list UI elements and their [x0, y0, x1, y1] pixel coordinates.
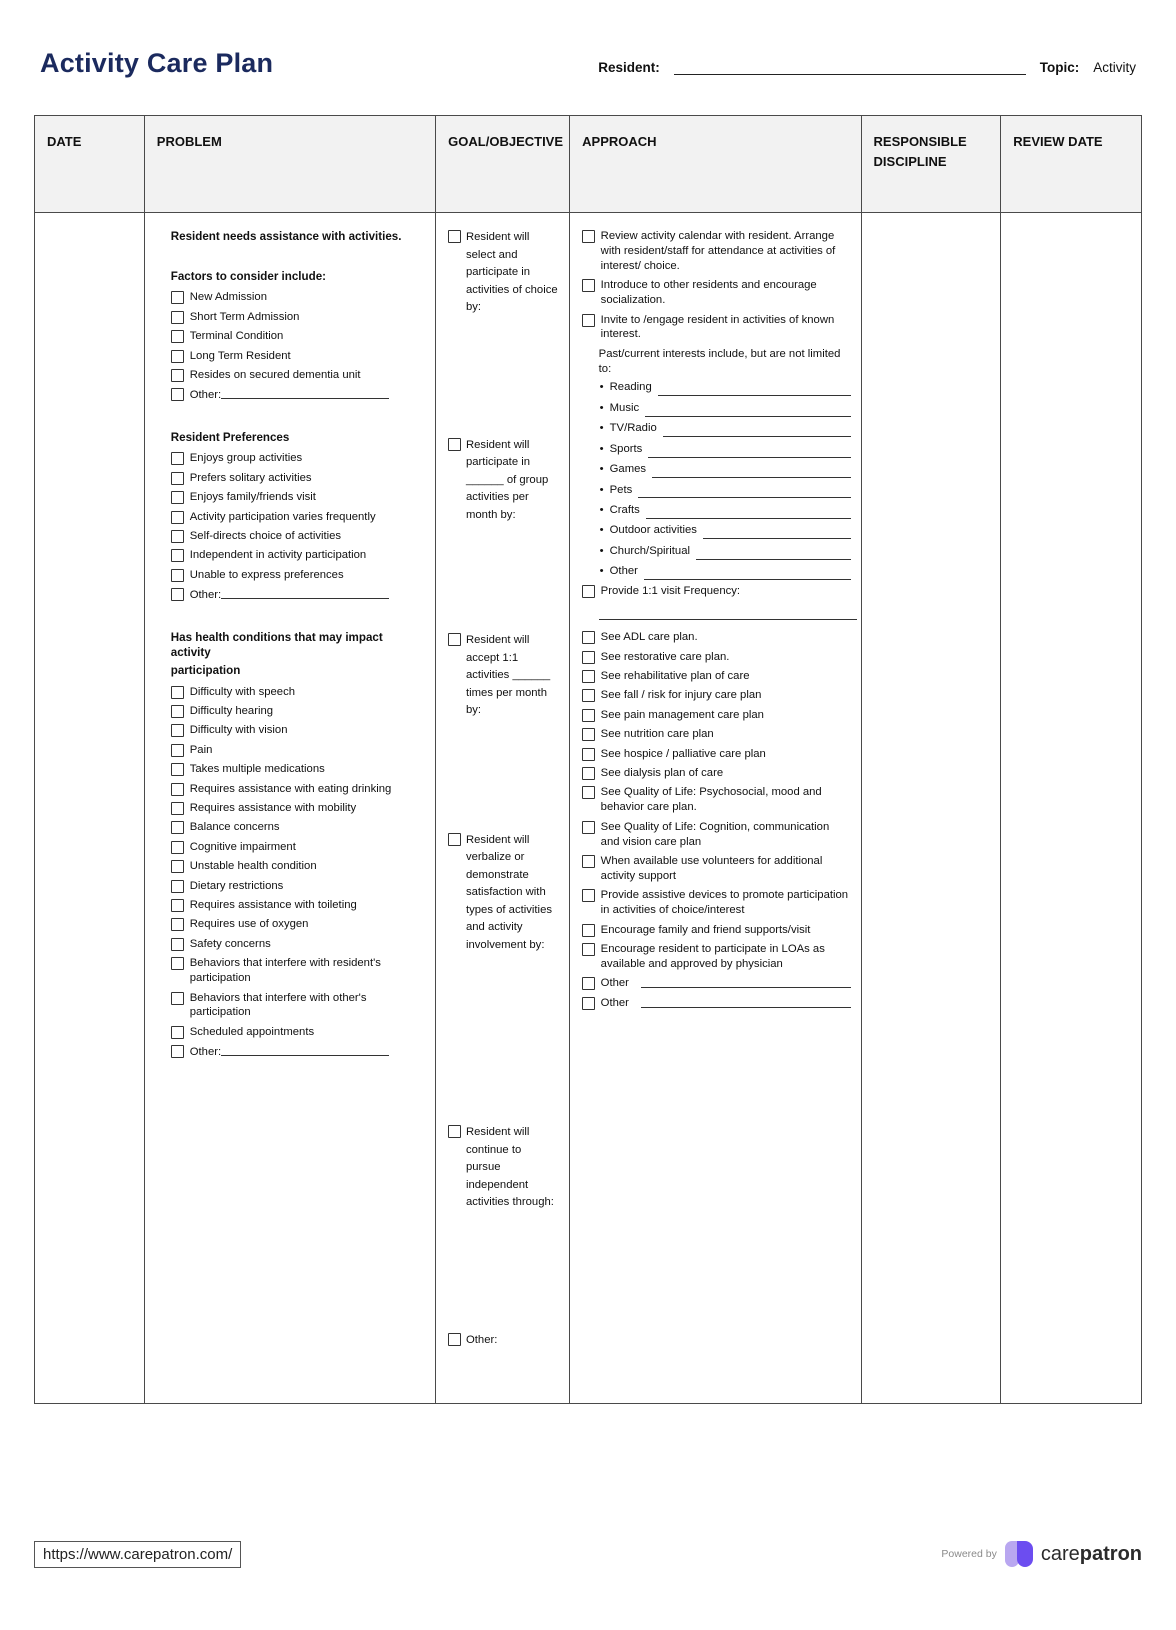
checkbox-label: See Quality of Life: Cognition, communication and vision care plan	[600, 820, 830, 848]
checkbox-row[interactable]	[171, 898, 425, 913]
checkbox-label	[190, 1044, 425, 1060]
column-header-responsible-line1: RESPONSIBLE	[873, 134, 967, 149]
checkbox-row[interactable]	[171, 743, 425, 758]
checkbox[interactable]	[448, 633, 461, 646]
checkbox-label: Review activity calendar with resident. Arrange with resident/staff for attendance at activities of interest/ choice.	[600, 230, 836, 272]
checkbox-row[interactable]	[582, 942, 851, 972]
checkbox[interactable]	[582, 689, 595, 702]
checkbox-row[interactable]	[582, 854, 851, 884]
other-input[interactable]	[221, 587, 389, 599]
checkbox-label: Encourage family and friend supports/visit	[600, 923, 811, 936]
interest-label: Games	[609, 463, 647, 476]
goal-label: Resident will continue to pursue independent activities through:	[465, 1126, 554, 1208]
checkbox-label: Activity participation varies frequently	[189, 510, 376, 523]
interest-label: Reading	[609, 381, 652, 394]
checkbox[interactable]	[171, 369, 184, 382]
checkbox-label: See fall / risk for injury care plan	[600, 689, 762, 702]
interest-input[interactable]	[703, 528, 851, 539]
checkbox-label: Behaviors that interfere with resident's participation	[189, 957, 381, 985]
checkbox-label: Prefers solitary activities	[189, 471, 312, 484]
checkbox[interactable]	[582, 230, 595, 243]
interest-label: TV/Radio	[609, 422, 657, 435]
checkbox[interactable]	[448, 230, 461, 243]
checkbox-label: See nutrition care plan	[600, 728, 714, 741]
goal-label: Resident will participate in ______ of group activities per month by:	[465, 438, 549, 521]
checkbox-label: Difficulty hearing	[189, 704, 274, 717]
checkbox[interactable]	[171, 957, 184, 970]
checkbox-row[interactable]	[171, 510, 425, 525]
goal-row[interactable]	[448, 229, 559, 317]
cell-responsible-discipline[interactable]	[862, 213, 1002, 1403]
checkbox-row[interactable]	[171, 529, 425, 544]
checkbox-label: Short Term Admission	[189, 310, 300, 323]
checkbox[interactable]	[171, 802, 184, 815]
checkbox-row[interactable]	[171, 762, 425, 777]
checkbox[interactable]	[171, 918, 184, 931]
column-header-goal: GOAL/OBJECTIVE	[436, 116, 570, 212]
interest-row[interactable]: • Other	[600, 563, 851, 580]
checkbox-row[interactable]	[171, 290, 425, 305]
checkbox-row[interactable]	[582, 688, 851, 703]
checkbox-row[interactable]	[171, 801, 425, 816]
checkbox-row[interactable]	[582, 820, 851, 850]
other-input[interactable]	[641, 976, 851, 988]
checkbox[interactable]	[448, 1333, 461, 1346]
goal-row[interactable]	[448, 1124, 559, 1212]
goal-label: Other:	[465, 1333, 498, 1346]
interest-input[interactable]	[648, 447, 850, 458]
checkbox-label: Requires assistance with toileting	[189, 899, 357, 911]
checkbox[interactable]	[582, 631, 595, 644]
checkbox[interactable]	[171, 763, 184, 776]
checkbox[interactable]	[448, 833, 461, 846]
checkbox[interactable]	[171, 388, 184, 401]
interest-row[interactable]: • Church/Spiritual	[600, 543, 851, 560]
topic-label: Topic:	[1039, 60, 1080, 75]
interest-row[interactable]: • TV/Radio	[600, 420, 851, 437]
checkbox[interactable]	[582, 977, 595, 990]
checkbox-label: Encourage resident to participate in LOAs as available and approved by physician	[600, 943, 825, 970]
checkbox[interactable]	[582, 943, 595, 956]
checkbox[interactable]	[171, 1026, 184, 1039]
checkbox[interactable]	[171, 821, 184, 834]
interest-list	[600, 379, 851, 580]
page-title: Activity Care Plan	[40, 48, 274, 78]
checkbox[interactable]	[171, 686, 184, 699]
checkbox-label: Requires use of oxygen	[189, 918, 309, 931]
other-label: Other	[600, 977, 629, 990]
checkbox-label: See pain management care plan	[600, 708, 764, 721]
interest-row[interactable]: • Music	[600, 400, 851, 417]
problem-heading-health-line1: Has health conditions that may impact activity	[170, 630, 383, 660]
approach-note-past-interests: Past/current interests include, but are not limited to:	[598, 347, 841, 376]
other-input[interactable]	[221, 387, 389, 399]
interest-input[interactable]	[645, 406, 851, 417]
goal-row[interactable]	[448, 632, 559, 720]
interest-label: Pets	[609, 483, 633, 496]
checkbox-label: New Admission	[189, 291, 267, 304]
checkbox-label: Provide assistive devices to promote participation in activities of choice/interest	[600, 889, 849, 917]
interest-input[interactable]	[646, 508, 851, 519]
checkbox-label: Balance concerns	[189, 821, 280, 834]
interest-input[interactable]	[696, 549, 851, 560]
checkbox-row[interactable]	[582, 669, 851, 684]
checkbox-label: Provide 1:1 visit Frequency:	[600, 585, 741, 598]
checkbox[interactable]	[171, 744, 184, 757]
checkbox[interactable]	[171, 860, 184, 873]
goal-label: Resident will select and participate in activities of choice by:	[465, 231, 558, 313]
cell-review-date[interactable]	[1001, 213, 1141, 1403]
other-label: Other	[600, 996, 629, 1009]
checkbox-row[interactable]	[582, 650, 851, 665]
checkbox-row[interactable]	[171, 859, 425, 874]
carepatron-logo	[1005, 1539, 1142, 1569]
checkbox-row[interactable]	[171, 451, 425, 466]
interest-input[interactable]	[658, 385, 851, 396]
checkbox-label: Independent in activity participation	[189, 549, 367, 562]
checkbox-row[interactable]	[171, 879, 425, 894]
checkbox-row[interactable]	[171, 704, 425, 719]
cell-problem	[145, 213, 436, 1403]
interest-row[interactable]: • Games	[600, 461, 851, 478]
checkbox[interactable]	[582, 709, 595, 722]
checkbox[interactable]	[582, 585, 595, 598]
interest-row[interactable]: • Sports	[600, 441, 851, 458]
checkbox-row[interactable]	[171, 490, 425, 505]
checkbox-label: Introduce to other residents and encourage socialization.	[600, 279, 817, 307]
checkbox-row[interactable]	[171, 782, 425, 797]
checkbox[interactable]	[582, 279, 595, 292]
interest-input[interactable]	[652, 467, 851, 478]
checkbox[interactable]	[171, 549, 184, 562]
checkbox-row[interactable]	[171, 685, 425, 700]
problem-heading-factors: Factors to consider include:	[170, 269, 327, 283]
checkbox[interactable]	[171, 724, 184, 737]
cell-date[interactable]	[35, 213, 145, 1403]
checkbox-row[interactable]	[171, 471, 425, 486]
interest-input[interactable]	[638, 487, 850, 498]
checkbox[interactable]	[171, 491, 184, 504]
column-header-responsible	[862, 116, 1002, 212]
checkbox-row[interactable]	[171, 956, 425, 986]
checkbox-label: Dietary restrictions	[189, 879, 284, 892]
checkbox-label: Unable to express preferences	[189, 568, 344, 581]
checkbox[interactable]	[171, 291, 184, 304]
checkbox-label	[190, 387, 425, 403]
resident-input[interactable]	[674, 60, 1026, 75]
checkbox-label: Difficulty with vision	[189, 724, 288, 737]
checkbox-label: Terminal Condition	[189, 330, 284, 343]
checkbox-label: Self-directs choice of activities	[189, 529, 342, 542]
checkbox-label: Resides on secured dementia unit	[189, 368, 361, 381]
interest-row[interactable]: • Pets	[600, 482, 851, 499]
table-body-row	[35, 213, 1141, 1403]
checkbox-label: See Quality of Life: Psychosocial, mood and behavior care plan.	[600, 786, 822, 814]
other-input[interactable]	[221, 1044, 389, 1056]
checkbox-label: Unstable health condition	[189, 860, 317, 873]
interest-label: Other	[609, 565, 638, 578]
column-header-approach: APPROACH	[570, 116, 861, 212]
checkbox[interactable]	[171, 1045, 184, 1058]
checkbox-label: Requires assistance with mobility	[189, 801, 357, 814]
checkbox[interactable]	[582, 728, 595, 741]
checkbox-row[interactable]	[582, 708, 851, 723]
checkbox-label: Enjoys group activities	[189, 452, 303, 465]
checkbox-row[interactable]	[582, 785, 851, 815]
checkbox-row-other[interactable]	[582, 976, 851, 991]
checkbox-row[interactable]	[582, 584, 851, 599]
powered-by-block	[941, 1539, 1142, 1569]
checkbox[interactable]	[171, 899, 184, 912]
checkbox[interactable]	[171, 569, 184, 582]
visit-frequency-input[interactable]	[599, 607, 857, 620]
checkbox-label: Long Term Resident	[189, 349, 291, 362]
checkbox-row[interactable]	[171, 1025, 425, 1040]
checkbox-label: Safety concerns	[189, 937, 271, 950]
checkbox-label	[190, 587, 425, 603]
other-input[interactable]	[641, 996, 851, 1008]
checkbox-row[interactable]	[582, 630, 851, 645]
interest-label: Crafts	[609, 503, 640, 516]
checkbox-label: Behaviors that interfere with other's participation	[189, 991, 367, 1019]
goal-label: Resident will accept 1:1 activities ______ times per month by:	[465, 634, 551, 716]
checkbox-row-other[interactable]	[171, 587, 425, 603]
column-header-date: DATE	[35, 116, 145, 212]
checkbox-label: See dialysis plan of care	[600, 766, 724, 779]
checkbox-row[interactable]	[582, 278, 851, 308]
problem-heading-main: Resident needs assistance with activities.	[170, 230, 402, 243]
interest-input[interactable]	[663, 426, 851, 437]
checkbox-row-other[interactable]	[171, 1044, 425, 1060]
checkbox[interactable]	[448, 1125, 461, 1138]
brand-bold: patron	[1079, 1542, 1142, 1565]
checkbox[interactable]	[171, 350, 184, 363]
checkbox[interactable]	[171, 783, 184, 796]
problem-heading-health-line2: participation	[170, 663, 241, 677]
checkbox[interactable]	[171, 841, 184, 854]
brand-light: care	[1040, 1542, 1080, 1565]
checkbox-label: When available use volunteers for additional activity support	[600, 855, 823, 882]
other-label: Other:	[189, 1046, 222, 1059]
checkbox[interactable]	[582, 314, 595, 327]
checkbox[interactable]	[171, 311, 184, 324]
checkbox-row[interactable]	[582, 727, 851, 742]
checkbox-row[interactable]	[171, 368, 425, 383]
checkbox[interactable]	[582, 767, 595, 780]
checkbox[interactable]	[582, 855, 595, 868]
checkbox-row[interactable]	[582, 888, 851, 918]
column-header-responsible-line2: DISCIPLINE	[873, 154, 947, 170]
goal-row[interactable]	[448, 437, 559, 525]
table-header-row	[35, 116, 1141, 213]
checkbox-row[interactable]	[582, 766, 851, 781]
checkbox[interactable]	[582, 821, 595, 834]
checkbox[interactable]	[582, 670, 595, 683]
header-fields	[598, 60, 1136, 79]
checkbox[interactable]	[171, 705, 184, 718]
interest-row[interactable]: • Outdoor activities	[600, 522, 851, 539]
checkbox[interactable]	[171, 472, 184, 485]
powered-by-label: Powered by	[941, 1548, 997, 1560]
checkbox[interactable]	[171, 330, 184, 343]
checkbox-row[interactable]	[171, 349, 425, 364]
checkbox-row[interactable]	[171, 329, 425, 344]
checkbox[interactable]	[582, 889, 595, 902]
problem-heading-preferences: Resident Preferences	[170, 430, 290, 444]
checkbox-row[interactable]	[171, 840, 425, 855]
checkbox-row[interactable]	[171, 937, 425, 952]
care-plan-table	[34, 115, 1142, 1404]
checkbox-label: Scheduled appointments	[189, 1025, 315, 1038]
cell-goal	[436, 213, 570, 1403]
other-label: Other:	[189, 589, 222, 602]
topic-value: Activity	[1093, 60, 1136, 75]
checkbox-row[interactable]	[171, 568, 425, 583]
interest-label: Sports	[609, 442, 643, 455]
checkbox-label: Enjoys family/friends visit	[189, 491, 316, 504]
checkbox-label: Invite to /engage resident in activities of known interest.	[600, 313, 835, 341]
checkbox-label: Pain	[189, 743, 213, 756]
checkbox-row[interactable]	[171, 917, 425, 932]
checkbox-label: See restorative care plan.	[600, 650, 730, 663]
interest-label: Outdoor activities	[609, 524, 697, 537]
checkbox[interactable]	[448, 438, 461, 451]
checkbox-row[interactable]	[171, 820, 425, 835]
goal-label: Resident will verbalize or demonstrate satisfaction with types of activities and activity involvement by:	[465, 833, 553, 951]
checkbox[interactable]	[171, 530, 184, 543]
document-header	[34, 0, 1142, 79]
checkbox[interactable]	[582, 786, 595, 799]
checkbox-row[interactable]	[171, 310, 425, 325]
checkbox-label: See rehabilitative plan of care	[600, 669, 750, 682]
checkbox-label: Cognitive impairment	[189, 840, 296, 853]
checkbox-row[interactable]	[171, 991, 425, 1021]
checkbox[interactable]	[171, 938, 184, 951]
checkbox[interactable]	[171, 511, 184, 524]
checkbox-label: See hospice / palliative care plan	[600, 747, 766, 760]
column-header-review-date: REVIEW DATE	[1013, 134, 1103, 149]
interest-row[interactable]: • Reading	[600, 379, 851, 396]
interest-input[interactable]	[644, 569, 851, 580]
checkbox-row[interactable]	[582, 923, 851, 938]
goal-row-other[interactable]	[448, 1332, 559, 1350]
checkbox-row[interactable]	[582, 313, 851, 343]
checkbox-row[interactable]	[171, 548, 425, 563]
carepatron-mark-icon	[1005, 1539, 1035, 1569]
checkbox[interactable]	[171, 588, 184, 601]
carepatron-wordmark	[1041, 1543, 1142, 1566]
checkbox[interactable]	[582, 997, 595, 1010]
carepatron-url-link[interactable]: https://www.carepatron.com/	[34, 1541, 241, 1568]
checkbox[interactable]	[582, 924, 595, 937]
column-header-problem: PROBLEM	[145, 116, 436, 212]
other-label: Other:	[189, 389, 222, 402]
interest-row[interactable]: • Crafts	[600, 502, 851, 519]
interest-label: Music	[609, 401, 640, 414]
checkbox[interactable]	[582, 748, 595, 761]
checkbox-label: See ADL care plan.	[600, 631, 698, 644]
resident-label: Resident:	[598, 60, 660, 75]
checkbox-row-other[interactable]	[171, 387, 425, 403]
cell-approach	[570, 213, 862, 1403]
checkbox[interactable]	[171, 452, 184, 465]
checkbox[interactable]	[171, 992, 184, 1005]
interest-label: Church/Spiritual	[609, 544, 691, 557]
checkbox-row[interactable]	[582, 229, 851, 274]
checkbox-label: Requires assistance with eating drinking	[189, 782, 392, 795]
document-footer	[34, 1534, 1142, 1574]
checkbox-row[interactable]	[171, 723, 425, 738]
checkbox[interactable]	[582, 651, 595, 664]
checkbox[interactable]	[171, 880, 184, 893]
goal-row[interactable]	[448, 832, 559, 955]
checkbox-row-other[interactable]	[582, 996, 851, 1011]
checkbox-label: Difficulty with speech	[189, 685, 296, 698]
checkbox-row[interactable]	[582, 747, 851, 762]
checkbox-label: Takes multiple medications	[189, 763, 325, 776]
